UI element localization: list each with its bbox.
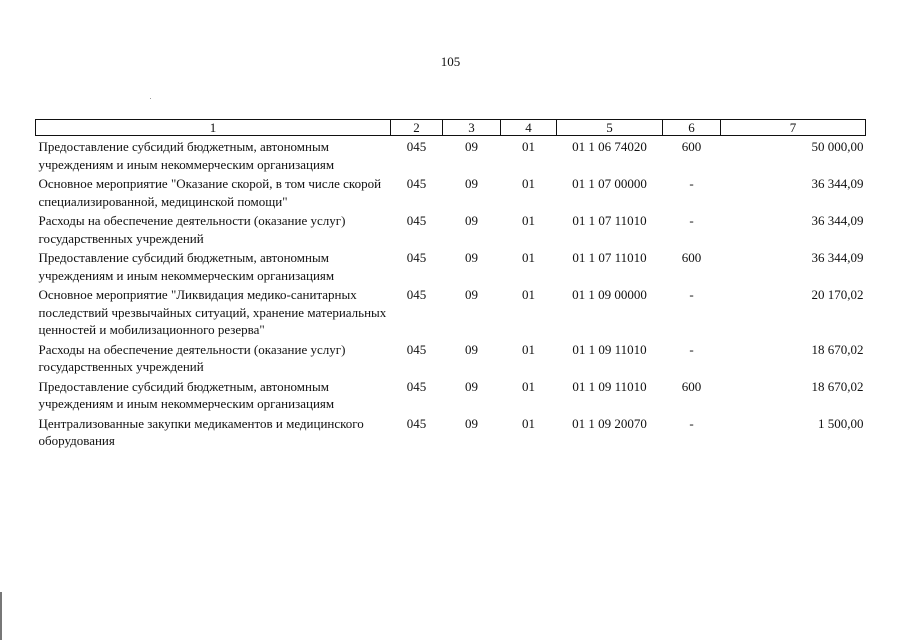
row-subsection-code: 01 — [522, 415, 535, 431]
row-expense-type: 600 — [681, 250, 702, 265]
column-header-3: 3 — [443, 120, 501, 136]
column-header-7: 7 — [721, 120, 866, 136]
row-amount: 36 344,09 — [811, 176, 864, 191]
row-expense-type: - — [689, 341, 694, 357]
row-section-code: 09 — [465, 213, 478, 228]
row-ved-code: 045 — [406, 213, 427, 228]
table-row — [36, 247, 866, 284]
table-row — [36, 376, 866, 413]
row-subsection-code: 01 — [522, 213, 535, 228]
column-header-1: 1 — [36, 120, 391, 136]
row-subsection-code: 01 — [522, 341, 535, 357]
row-name: Предоставление субсидий бюджетным, автономным учреждениям и иным некоммерческим организациям — [38, 139, 335, 172]
row-amount: 18 670,02 — [811, 341, 864, 357]
row-ved-code: 045 — [406, 287, 427, 302]
row-subsection-code: 01 — [522, 176, 535, 191]
table-header-row — [36, 120, 866, 136]
column-header-6: 6 — [663, 120, 721, 136]
budget-table — [35, 119, 866, 450]
row-target-code: 01 1 07 00000 — [572, 176, 647, 191]
row-name: Основное мероприятие "Ликвидация медико-санитарных последствий чрезвычайных ситуаций, хранение материальных ценностей и мобилизационного резерва" — [38, 287, 387, 337]
row-amount: 36 344,09 — [811, 213, 864, 228]
row-target-code: 01 1 07 11010 — [572, 250, 647, 265]
row-expense-type: - — [689, 213, 694, 228]
row-target-code: 01 1 07 11010 — [572, 213, 647, 228]
row-section-code: 09 — [465, 341, 478, 357]
row-name: Централизованные закупки медикаментов и медицинского оборудования — [38, 415, 364, 448]
row-section-code: 09 — [465, 415, 478, 431]
row-amount: 1 500,00 — [818, 415, 864, 431]
column-header-5: 5 — [557, 120, 663, 136]
row-amount: 20 170,02 — [811, 287, 864, 302]
row-expense-type: 600 — [681, 139, 702, 154]
scan-speck — [150, 98, 151, 99]
table-row — [36, 136, 866, 174]
column-header-4: 4 — [501, 120, 557, 136]
row-expense-type: - — [689, 287, 694, 302]
row-ved-code: 045 — [406, 250, 427, 265]
row-amount: 36 344,09 — [811, 250, 864, 265]
row-name: Предоставление субсидий бюджетным, автономным учреждениям и иным некоммерческим организациям — [38, 250, 335, 283]
row-target-code: 01 1 09 00000 — [572, 287, 647, 302]
row-target-code: 01 1 09 11010 — [572, 378, 647, 394]
row-section-code: 09 — [465, 378, 478, 394]
row-ved-code: 045 — [406, 341, 427, 357]
table-row — [36, 173, 866, 210]
row-subsection-code: 01 — [522, 378, 535, 394]
row-name: Основное мероприятие "Оказание скорой, в том числе скорой специализированной, медицинской помощи" — [38, 176, 382, 209]
column-header-2: 2 — [391, 120, 443, 136]
row-section-code: 09 — [465, 139, 478, 154]
row-section-code: 09 — [465, 250, 478, 265]
row-section-code: 09 — [465, 287, 478, 302]
row-amount: 50 000,00 — [811, 139, 864, 154]
row-expense-type: - — [689, 176, 694, 191]
table-row — [36, 284, 866, 339]
table-row — [36, 210, 866, 247]
row-name: Предоставление субсидий бюджетным, автономным учреждениям и иным некоммерческим организациям — [38, 378, 335, 411]
row-ved-code: 045 — [406, 415, 427, 431]
row-name: Расходы на обеспечение деятельности (оказание услуг) государственных учреждений — [38, 213, 346, 246]
row-target-code: 01 1 06 74020 — [572, 139, 647, 154]
row-amount: 18 670,02 — [811, 378, 864, 394]
row-section-code: 09 — [465, 176, 478, 191]
row-ved-code: 045 — [406, 378, 427, 394]
scan-edge — [0, 592, 2, 640]
row-ved-code: 045 — [406, 139, 427, 154]
row-expense-type: 600 — [681, 378, 702, 394]
row-subsection-code: 01 — [522, 287, 535, 302]
table-row — [36, 413, 866, 450]
row-expense-type: - — [689, 415, 694, 431]
row-name: Расходы на обеспечение деятельности (оказание услуг) государственных учреждений — [38, 341, 346, 374]
page-number: 105 — [440, 54, 461, 69]
table-row — [36, 339, 866, 376]
row-target-code: 01 1 09 20070 — [572, 415, 647, 431]
row-ved-code: 045 — [406, 176, 427, 191]
row-target-code: 01 1 09 11010 — [572, 341, 647, 357]
row-subsection-code: 01 — [522, 139, 535, 154]
row-subsection-code: 01 — [522, 250, 535, 265]
